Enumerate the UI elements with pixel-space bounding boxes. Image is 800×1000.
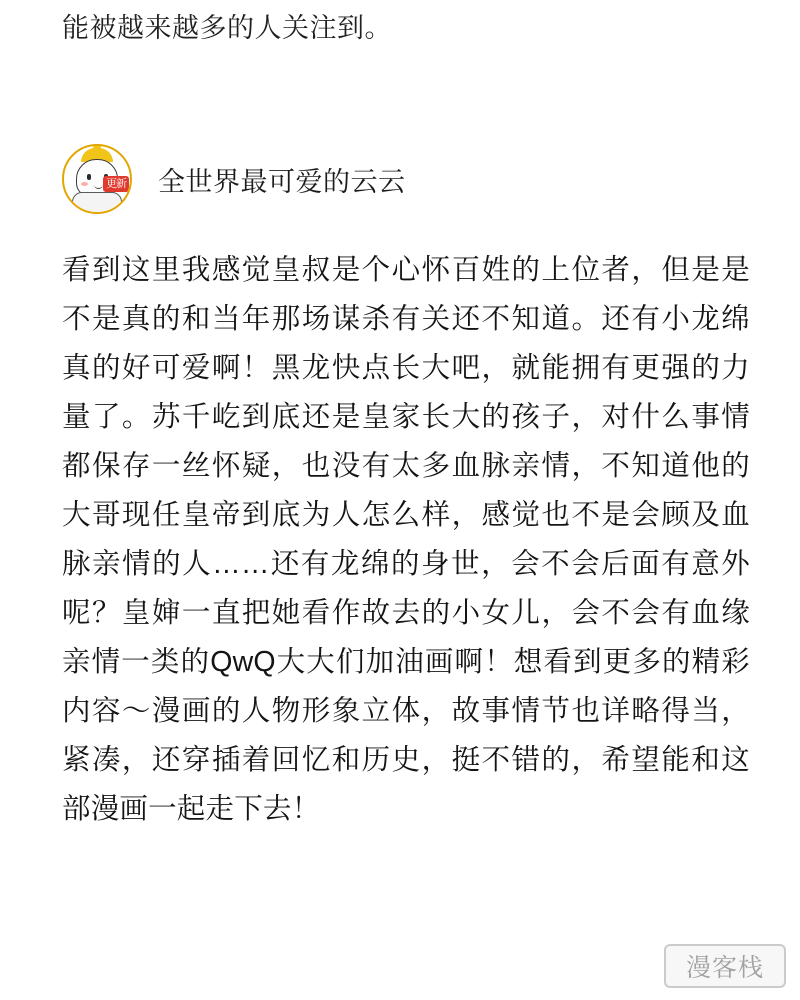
site-watermark bbox=[664, 944, 786, 988]
body-icon bbox=[72, 192, 122, 214]
eye-left-icon bbox=[87, 174, 91, 180]
avatar[interactable] bbox=[62, 144, 132, 214]
comment-header bbox=[62, 143, 406, 215]
mouth-icon bbox=[94, 182, 103, 189]
status-badge: 更新 bbox=[103, 176, 129, 192]
watermark-label: 漫客栈 bbox=[685, 955, 764, 982]
comment-username[interactable]: 全世界最可爱的云云 bbox=[158, 166, 406, 197]
blush-left-icon bbox=[81, 182, 88, 186]
continued-paragraph: 能被越来越多的人关注到。 bbox=[62, 13, 392, 43]
comment-text: 看到这里我感觉皇叔是个心怀百姓的上位者，但是是不是真的和当年那场谋杀有关还不知道。还有小龙绵真的好可爱啊！黑龙快点长大吧，就能拥有更强的力量了。苏千屹到底还是皇家长大的孩子，对什么事情都保存一丝怀疑，也没有太多血脉亲情，不知道他的大哥现任皇帝到底为人怎么样，感觉也不是会顾及血脉亲情的人……还有龙绵的身世，会不会后面有意外呢？皇婶一直把她看作故去的小女儿，会不会有血缘亲情一类的QwQ大大们加油画啊！想看到更多的精彩内容～漫画的人物形象立体，故事情节也详略得当，紧凑，还穿插着回忆和历史，挺不错的，希望能和这部漫画一起走下去！ bbox=[62, 254, 750, 825]
